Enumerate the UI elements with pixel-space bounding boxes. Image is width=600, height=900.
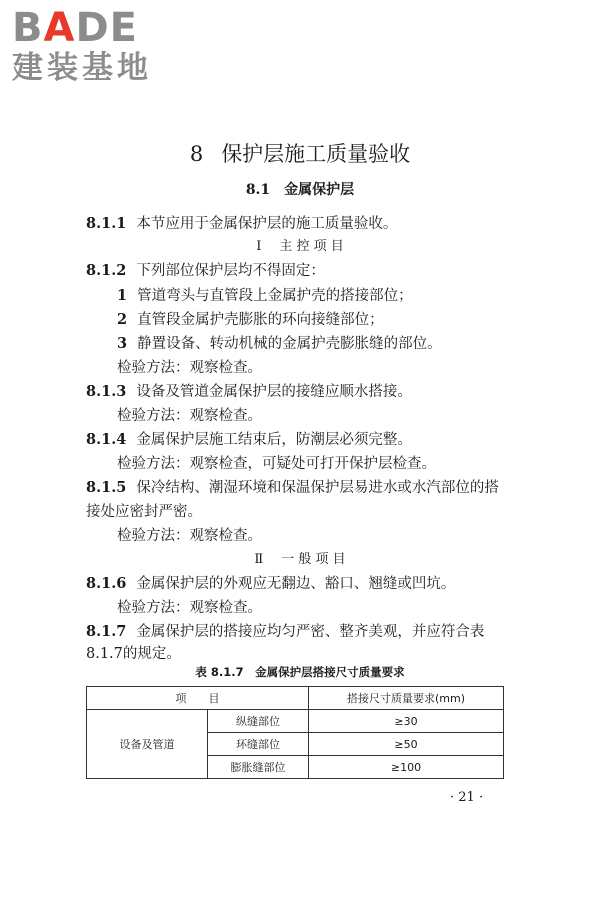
clause-8-1-4: 8.1.4 金属保护层施工结束后，防潮层必须完整。 [86,431,412,448]
logo-wordmark: BADE [12,5,138,51]
list-item: 1 管道弯头与直管段上金属护壳的搭接部位； [117,287,413,304]
table-header-row [87,687,504,710]
table-cell-part: 纵缝部位 [208,710,309,733]
clause-8-1-5-continued: 接处应密封严密。 [86,504,202,520]
clause-8-1-2: 8.1.2 下列部位保护层均不得固定： [86,262,325,279]
page-number: · 21 · [450,790,484,805]
inspection-method: 检验方法：观察检查。 [117,360,262,376]
general-items-heading: Ⅱ 一 般 项 目 [254,552,346,567]
list-item: 3 静置设备、转动机械的金属护壳膨胀缝的部位。 [117,335,442,352]
inspection-method: 检验方法：观察检查。 [117,600,262,616]
table-cell-value: ≥50 [309,733,504,756]
clause-8-1-1: 8.1.1 本节应用于金属保护层的施工质量验收。 [86,215,398,232]
clause-8-1-3: 8.1.3 设备及管道金属保护层的接缝应顺水搭接。 [86,383,412,400]
table-header-requirement: 搭接尺寸质量要求(mm) [309,687,504,710]
table-cell-value: ≥100 [309,756,504,779]
chapter-title: 8 保护层施工质量验收 [189,142,411,166]
clause-8-1-7-continued: 8.1.7的规定。 [86,646,181,662]
inspection-method: 检验方法：观察检查。 [117,528,262,544]
clause-8-1-7: 8.1.7 金属保护层的搭接应均匀严密、整齐美观，并应符合表 [86,623,485,640]
lap-size-table [86,686,504,779]
table-group-cell: 设备及管道 [87,710,208,779]
section-title: 8.1 金属保护层 [245,182,355,198]
table-cell-part: 环缝部位 [208,733,309,756]
table-title: 表 8.1.7 金属保护层搭接尺寸质量要求 [195,665,405,679]
list-item: 2 直管段金属护壳膨胀的环向接缝部位； [117,311,384,328]
inspection-method: 检验方法：观察检查，可疑处可打开保护层检查。 [117,456,436,472]
clause-8-1-6: 8.1.6 金属保护层的外观应无翻边、豁口、翘缝或凹坑。 [86,575,456,592]
clause-8-1-5: 8.1.5 保冷结构、潮湿环境和保温保护层易进水或水汽部位的搭 [86,479,499,496]
main-items-heading: Ⅰ 主 控 项 目 [256,239,344,254]
logo-chinese-name: 建装基地 [12,50,152,86]
inspection-method: 检验方法：观察检查。 [117,408,262,424]
brand-logo [12,6,152,86]
table-cell-value: ≥30 [309,710,504,733]
table-row [87,710,504,733]
table-header-item: 项 目 [87,687,309,710]
table-cell-part: 膨胀缝部位 [208,756,309,779]
